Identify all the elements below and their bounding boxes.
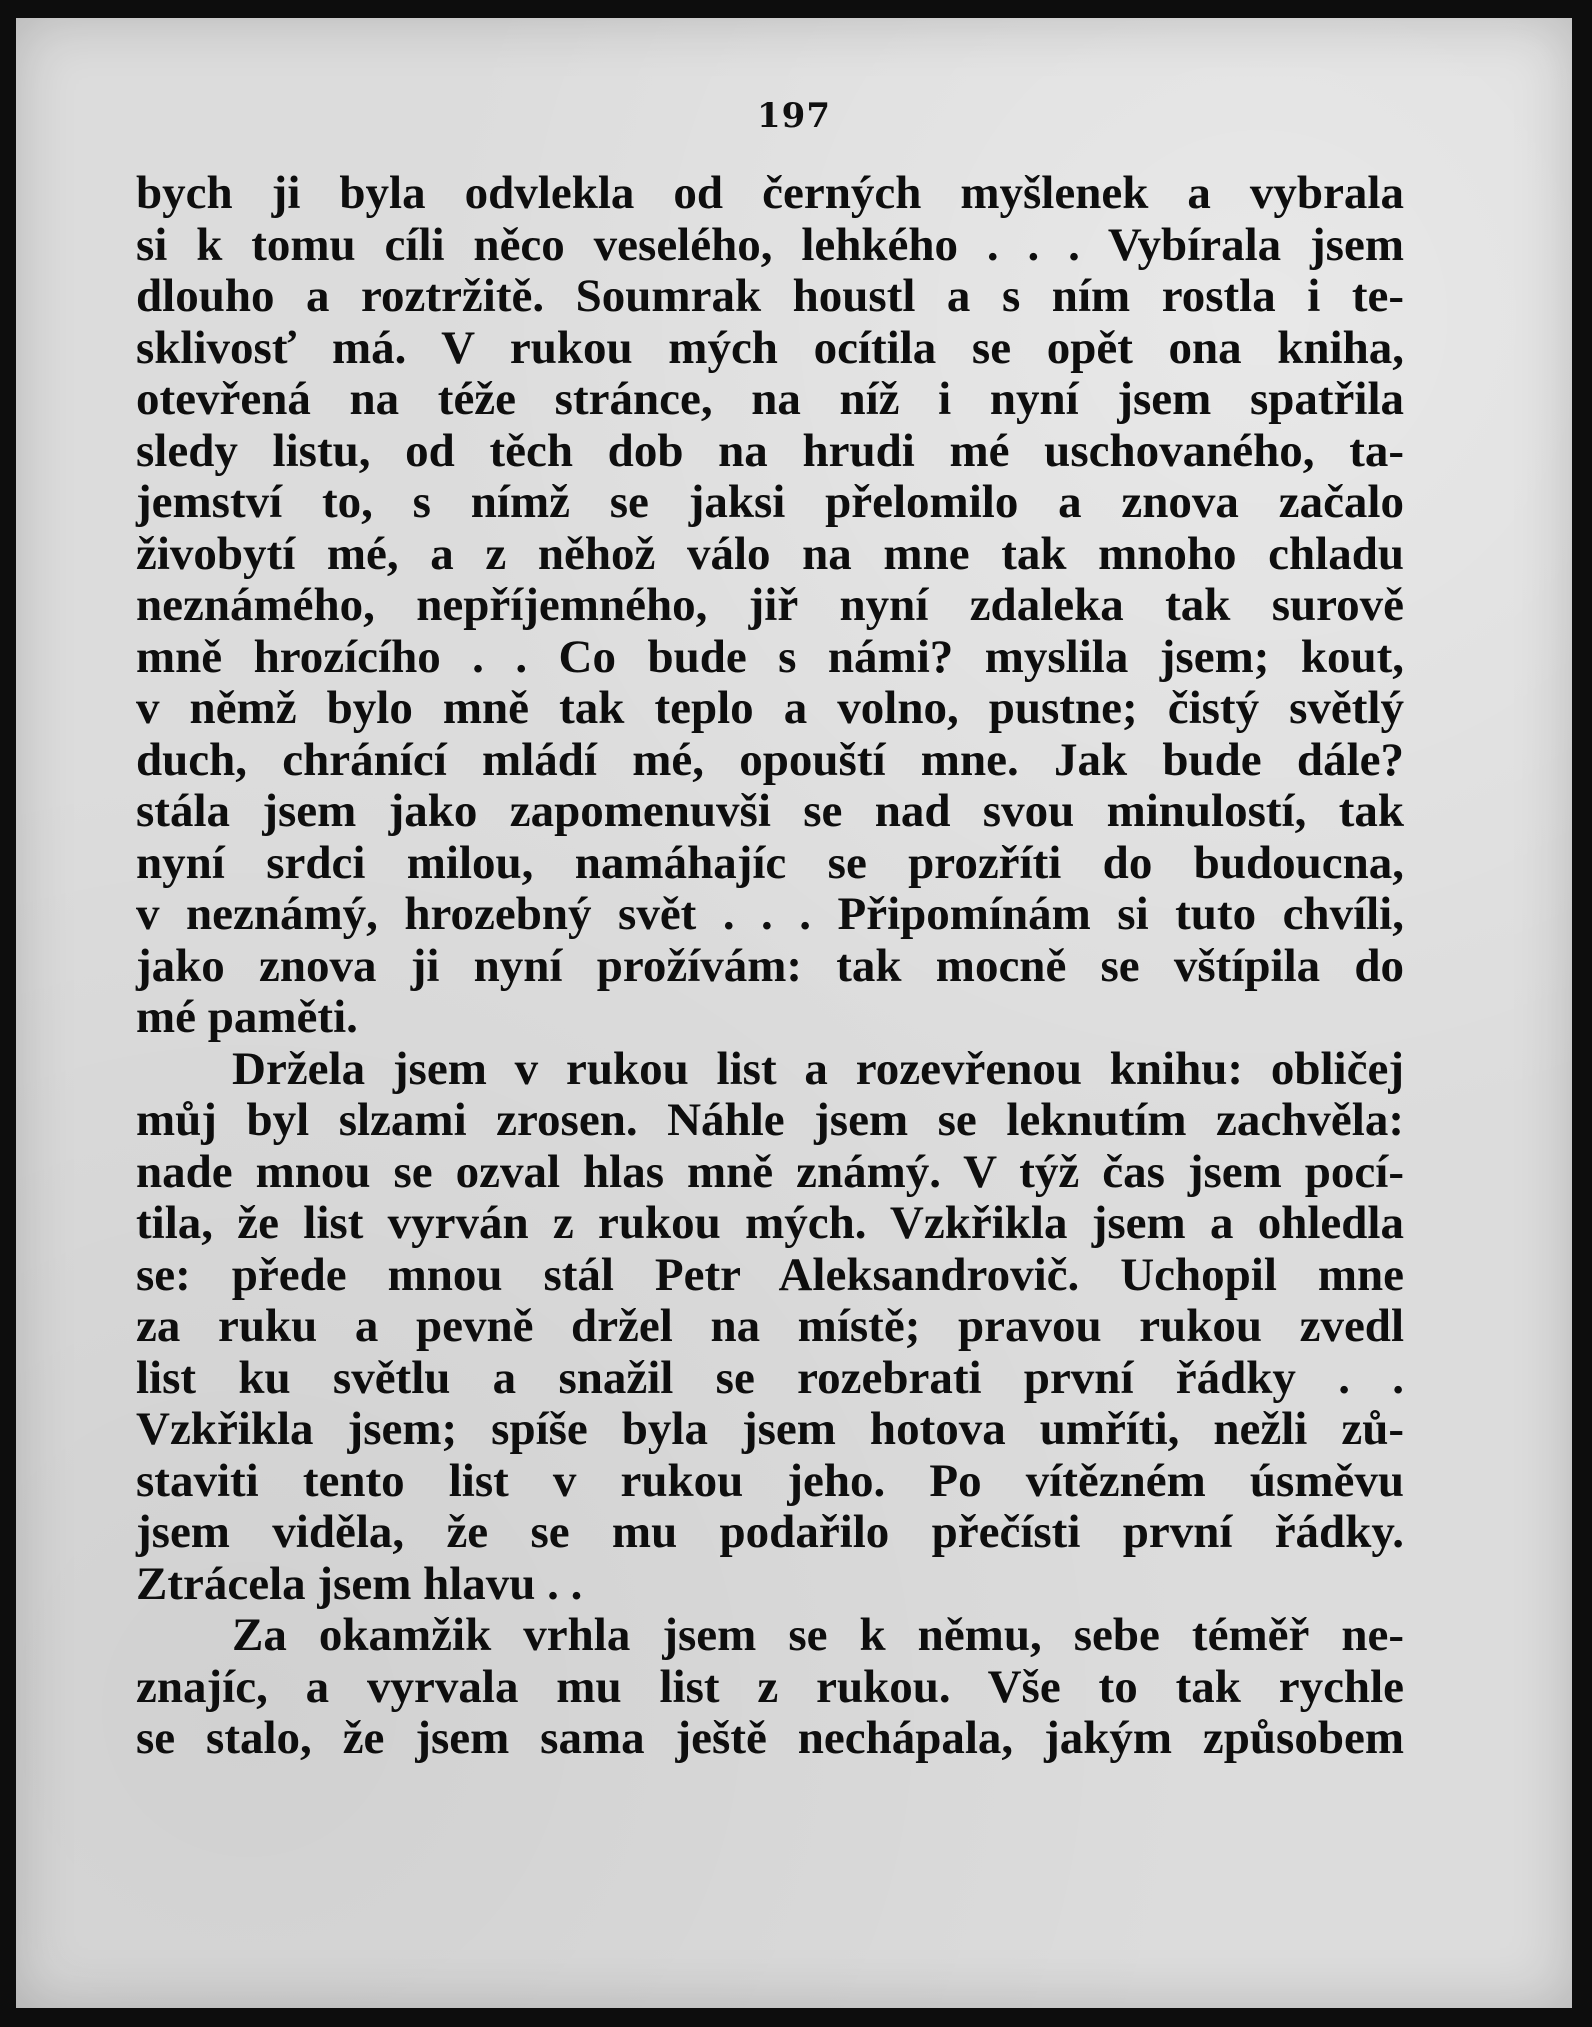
text-line: za ruku a pevně držel na místě; pravou rukou zvedl <box>136 1300 1404 1352</box>
text-line: jsem viděla, že se mu podařilo přečísti první řádky. <box>136 1506 1404 1558</box>
text-line: stála jsem jako zapomenuvši se nad svou minulostí, tak <box>136 785 1404 837</box>
text-line: živobytí mé, a z něhož válo na mne tak mnoho chladu <box>136 527 1404 580</box>
text-line: staviti tento list v rukou jeho. Po vítězném úsměvu <box>136 1454 1404 1507</box>
text-line: neznámého, nepříjemného, jiř nyní zdaleka tak surově <box>136 579 1404 631</box>
text-line: Za okamžik vrhla jsem se k němu, sebe téměř ne- <box>232 1609 1404 1661</box>
text-line: tila, že list vyrván z rukou mých. Vzkřikla jsem a ohledla <box>136 1197 1404 1249</box>
text-line: nyní srdci milou, namáhajíc se prozříti do budoucna, <box>136 836 1404 889</box>
text-line: bych ji byla odvlekla od černých myšlenek a vybrala <box>136 167 1404 219</box>
text-line: mně hrozícího . . Co bude s námi? myslila jsem; kout, <box>136 630 1404 683</box>
text-line: jemství to, s nímž se jaksi přelomilo a znova začalo <box>136 476 1404 528</box>
text-line: jako znova ji nyní prožívám: tak mocně se vštípila do <box>136 939 1404 992</box>
text-line: Držela jsem v rukou list a rozevřenou knihu: obličej <box>232 1042 1404 1095</box>
text-line: otevřená na téže stránce, na níž i nyní jsem spatřila <box>136 373 1404 425</box>
page-number: 197 <box>757 96 831 136</box>
text-line: mé paměti. <box>136 991 358 1043</box>
text-line: se: přede mnou stál Petr Aleksandrovič. Uchopil mne <box>136 1248 1404 1301</box>
text-line: sledy listu, od těch dob na hrudi mé uschovaného, ta- <box>136 424 1404 477</box>
text-line: dlouho a roztržitě. Soumrak houstl a s ním rostla i te- <box>136 270 1404 322</box>
text-line: můj byl slzami zrosen. Náhle jsem se leknutím zachvěla: <box>136 1094 1404 1146</box>
text-line: Vzkřikla jsem; spíše byla jsem hotova umříti, nežli zů- <box>136 1403 1404 1455</box>
text-line: sklivosť má. V rukou mých ocítila se opět ona kniha, <box>136 321 1404 374</box>
text-line: Ztrácela jsem hlavu . . <box>136 1557 583 1610</box>
page-text-block <box>136 168 1404 1765</box>
text-line: nade mnou se ozval hlas mně známý. V týž čas jsem pocí- <box>136 1145 1404 1198</box>
text-line: znajíc, a vyrvala mu list z rukou. Vše to tak rychle <box>136 1660 1404 1713</box>
text-line: v němž bylo mně tak teplo a volno, pustne; čistý světlý <box>136 682 1404 734</box>
text-line: duch, chránící mládí mé, opouští mne. Jak bude dále? <box>136 733 1404 786</box>
text-line: si k tomu cíli něco veselého, lehkého . . . Vybírala jsem <box>136 218 1404 271</box>
text-line: v neznámý, hrozebný svět . . . Připomínám si tuto chvíli, <box>136 888 1404 940</box>
book-page <box>16 18 1572 2008</box>
text-line: list ku světlu a snažil se rozebrati první řádky . . <box>136 1351 1404 1404</box>
text-line: se stalo, že jsem sama ještě nechápala, jakým způsobem <box>136 1712 1404 1764</box>
